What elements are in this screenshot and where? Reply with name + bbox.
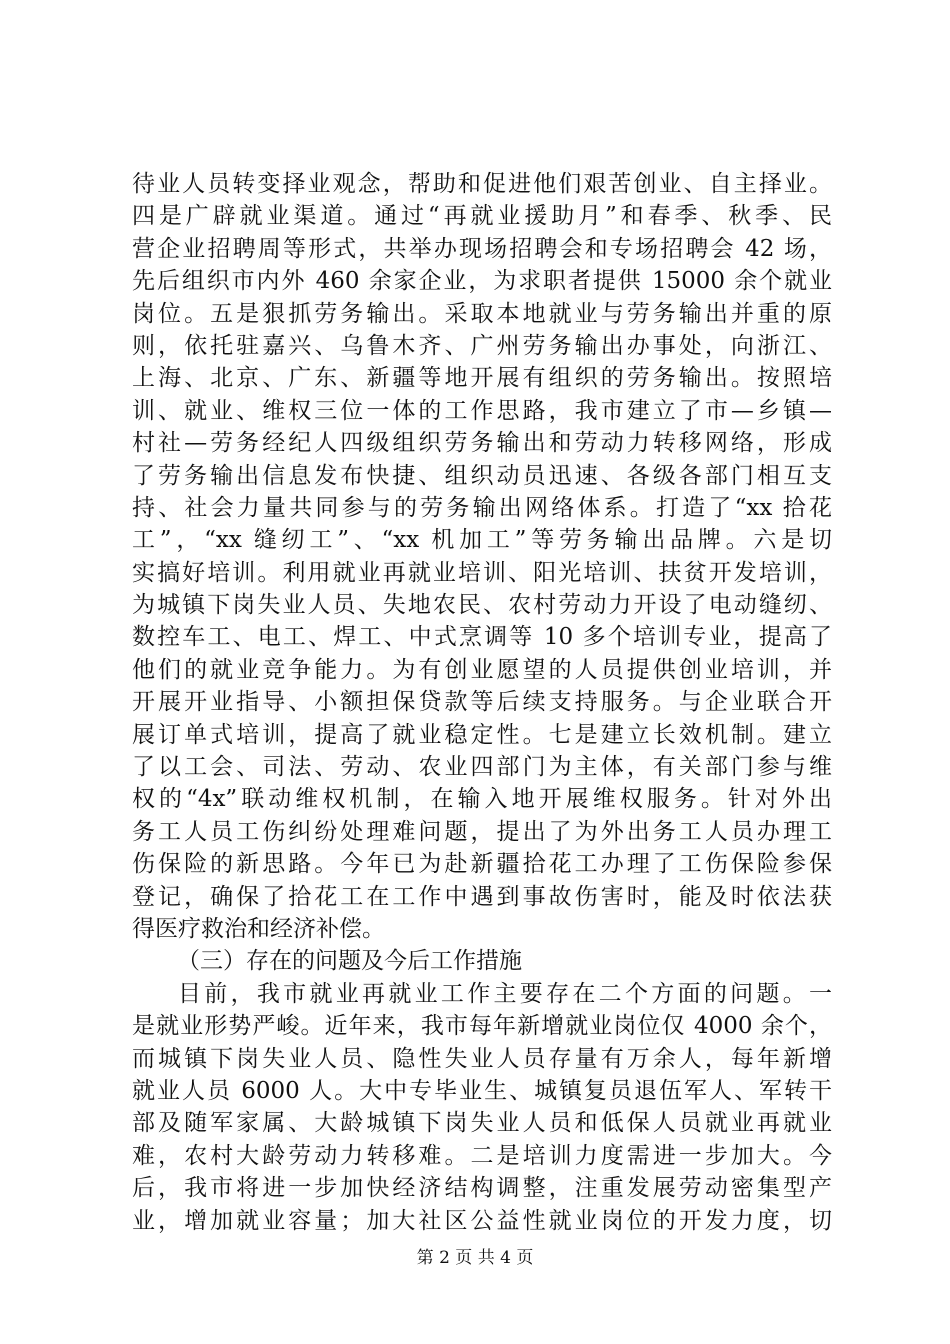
text-line: 务工人员工伤纠纷处理难问题，提出了为外出务工人员办理工: [132, 818, 832, 845]
text-line: 开展开业指导、小额担保贷款等后续支持服务。与企业联合开: [132, 689, 832, 716]
text-line: 权的“4x”联动维权机制，在输入地开展维权服务。针对外出: [132, 786, 832, 813]
body-text: [132, 168, 832, 1237]
text-line: 而城镇下岗失业人员、隐性失业人员存量有万余人，每年新增: [132, 1045, 832, 1072]
text-line: 得医疗救治和经济补偿。: [132, 915, 385, 942]
text-line: 部及随军家属、大龄城镇下岗失业人员和低保人员就业再就业: [132, 1110, 832, 1137]
text-line: 为城镇下岗失业人员、失地农民、农村劳动力开设了电动缝纫、: [132, 592, 832, 619]
section-heading: （三）存在的问题及今后工作措施: [177, 948, 522, 975]
text-line: 营企业招聘周等形式，共举办现场招聘会和专场招聘会 42 场，: [132, 235, 832, 262]
text-line: 展订单式培训，提高了就业稳定性。七是建立长效机制。建立: [132, 721, 832, 748]
text-line: 数控车工、电工、焊工、中式烹调等 10 多个培训专业，提高了: [132, 624, 832, 651]
text-line: 伤保险的新思路。今年已为赴新疆拾花工办理了工伤保险参保: [132, 851, 832, 878]
text-line: 待业人员转变择业观念，帮助和促进他们艰苦创业、自主择业。: [132, 171, 832, 197]
text-line: 则，依托驻嘉兴、乌鲁木齐、广州劳务输出办事处，向浙江、: [132, 332, 832, 359]
text-line: 四是广辟就业渠道。通过“再就业援助月”和春季、秋季、民: [132, 203, 832, 230]
text-line: 了劳务输出信息发布快捷、组织动员迅速、各级各部门相互支: [132, 462, 832, 489]
text-line: 先后组织市内外 460 余家企业，为求职者提供 15000 余个就业: [132, 268, 832, 295]
text-line: 他们的就业竞争能力。为有创业愿望的人员提供创业培训，并: [132, 656, 832, 683]
page-number-footer: 第 2 页 共 4 页: [416, 1248, 534, 1268]
text-line: 工”，“xx 缝纫工”、“xx 机加工”等劳务输出品牌。六是切: [132, 527, 832, 554]
text-line: 难，农村大龄劳动力转移难。二是培训力度需进一步加大。今: [132, 1142, 832, 1169]
text-line: 持、社会力量共同参与的劳务输出网络体系。打造了“xx 拾花: [132, 494, 832, 521]
text-line: 目前，我市就业再就业工作主要存在二个方面的问题。一: [178, 980, 832, 1007]
text-line: 岗位。五是狠抓劳务输出。采取本地就业与劳务输出并重的原: [132, 300, 832, 327]
text-line: 登记，确保了拾花工在工作中遇到事故伤害时，能及时依法获: [132, 883, 832, 910]
text-line: 村社—劳务经纪人四级组织劳务输出和劳动力转移网络，形成: [132, 430, 832, 457]
text-line: 是就业形势严峻。近年来，我市每年新增就业岗位仅 4000 余个，: [132, 1013, 832, 1040]
text-line: 上海、北京、广东、新疆等地开展有组织的劳务输出。按照培: [132, 365, 832, 392]
text-line: 训、就业、维权三位一体的工作思路，我市建立了市—乡镇—: [132, 397, 832, 424]
text-line: 实搞好培训。利用就业再就业培训、阳光培训、扶贫开发培训，: [132, 559, 832, 586]
text-line: 后，我市将进一步加快经济结构调整，注重发展劳动密集型产: [132, 1175, 832, 1202]
text-line: 业，增加就业容量；加大社区公益性就业岗位的开发力度，切: [132, 1207, 832, 1234]
text-line: 就业人员 6000 人。大中专毕业生、城镇复员退伍军人、军转干: [132, 1077, 832, 1104]
text-line: 了以工会、司法、劳动、农业四部门为主体，有关部门参与维: [132, 754, 832, 781]
